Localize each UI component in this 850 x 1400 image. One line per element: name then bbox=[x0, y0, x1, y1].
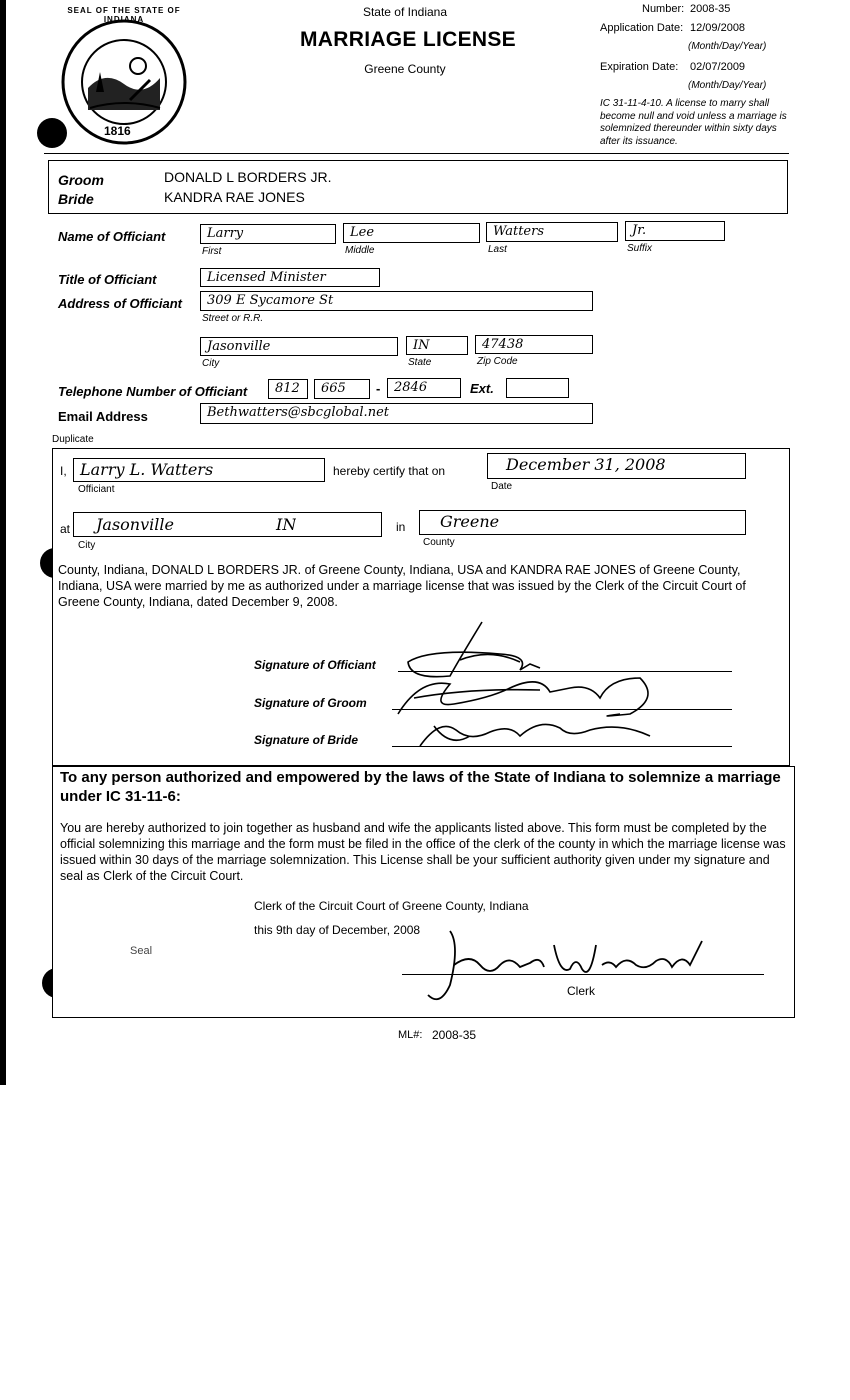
last-label: Last bbox=[488, 244, 507, 255]
application-date: 12/09/2008 bbox=[690, 22, 746, 34]
middle-label: Middle bbox=[345, 245, 375, 256]
marriage-statement: County, Indiana, DONALD L BORDERS JR. of Greene County, Indiana, USA and KANDRA RAE JONES of Greene County, Indiana, USA were married by me as authorized under a marriage license that was issued by the Clerk of the Circuit Court of Greene County, Indiana, dated December 9, 2008. bbox=[58, 563, 746, 609]
signature-scribbles-icon bbox=[390, 618, 690, 758]
application-date-label: Application Date: bbox=[600, 22, 684, 34]
certificate-date-field[interactable]: December 31, 2008 bbox=[487, 453, 746, 479]
ext-label: Ext. bbox=[470, 381, 494, 396]
sig-groom-label: Signature of Groom bbox=[254, 696, 367, 710]
email-label: Email Address bbox=[58, 409, 148, 424]
certificate-state-value: IN bbox=[276, 515, 297, 534]
certificate-city-field[interactable] bbox=[73, 512, 382, 537]
license-number: 2008-35 bbox=[690, 3, 731, 15]
phone-dash: - bbox=[376, 381, 381, 396]
scan-edge bbox=[0, 0, 6, 1085]
phone-area-field[interactable]: 812 bbox=[268, 379, 308, 399]
duplicate-label: Duplicate bbox=[52, 434, 94, 445]
street-label: Street or R.R. bbox=[202, 313, 264, 324]
state-name: State of Indiana bbox=[362, 5, 448, 19]
phone-ext-field[interactable] bbox=[506, 378, 569, 398]
certificate-city-label: City bbox=[78, 540, 96, 551]
bride-name: KANDRA RAE JONES bbox=[164, 189, 305, 205]
county-name: Greene County bbox=[364, 62, 446, 76]
seal-year: 1816 bbox=[104, 124, 131, 138]
i-label: I, bbox=[60, 464, 67, 478]
clerk-court-line: Clerk of the Circuit Court of Greene County, Indiana bbox=[254, 899, 529, 913]
certificate-county-label: County bbox=[423, 537, 455, 548]
statute-note: IC 31-11-4-10. A license to marry shall become null and void unless a marriage is solemnized thereunder within sixty days after its issuance. bbox=[600, 98, 787, 147]
officiant-first-field[interactable]: Larry bbox=[200, 224, 336, 244]
expiration-date-label: Expiration Date: bbox=[600, 61, 679, 73]
first-label: First bbox=[202, 246, 222, 257]
state-label: State bbox=[408, 357, 432, 368]
email-field[interactable]: Bethwatters@sbcglobal.net bbox=[200, 403, 593, 424]
officiant-name-label: Name of Officiant bbox=[58, 229, 166, 244]
officiant-suffix-field[interactable]: Jr. bbox=[625, 221, 725, 241]
certificate-city-value: Jasonville bbox=[96, 515, 174, 534]
expiration-date-format: (Month/Day/Year) bbox=[688, 80, 767, 91]
officiant-state-field[interactable]: IN bbox=[406, 336, 468, 355]
groom-label: Groom bbox=[58, 172, 104, 188]
certificate-date-label: Date bbox=[491, 481, 513, 492]
clerk-label: Clerk bbox=[567, 984, 596, 998]
officiant-title-label: Title of Officiant bbox=[58, 272, 157, 287]
ml-number: 2008-35 bbox=[432, 1028, 477, 1042]
officiant-city-field[interactable]: Jasonville bbox=[200, 337, 398, 356]
page-title: MARRIAGE LICENSE bbox=[300, 28, 516, 51]
issue-date-line: this 9th day of December, 2008 bbox=[254, 923, 421, 937]
authorization-body: You are hereby authorized to join together as husband and wife the applicants listed above. This form must be completed by the official solemnizing this marriage and the form must be filed in the office of the clerk of the county in which the marriage license was issued within 30 days of the marriage solemnization. This License shall be your sufficient authority given under my signature and seal as Clerk of the Circuit Court. bbox=[60, 821, 786, 883]
sig-bride-label: Signature of Bride bbox=[254, 733, 359, 747]
officiant-middle-field[interactable]: Lee bbox=[343, 223, 480, 243]
city-label: City bbox=[202, 358, 220, 369]
officiant-title-field[interactable]: Licensed Minister bbox=[200, 268, 380, 287]
ml-label: ML#: bbox=[398, 1029, 423, 1041]
expiration-date: 02/07/2009 bbox=[690, 61, 746, 73]
sig-officiant-label: Signature of Officiant bbox=[254, 658, 376, 672]
officiant-last-field[interactable]: Watters bbox=[486, 222, 618, 242]
number-label: Number: bbox=[642, 3, 685, 15]
phone-line-field[interactable]: 2846 bbox=[387, 378, 461, 398]
bride-label: Bride bbox=[58, 191, 94, 207]
authorization-heading: To any person authorized and empowered by the laws of the State of Indiana to solemnize a marriage under IC 31-11-6: bbox=[60, 769, 781, 805]
groom-name: DONALD L BORDERS JR. bbox=[164, 169, 332, 185]
zip-label: Zip Code bbox=[477, 356, 518, 367]
phone-prefix-field[interactable]: 665 bbox=[314, 379, 370, 399]
officiant-phone-label: Telephone Number of Officiant bbox=[58, 384, 248, 399]
seal-label: Seal bbox=[130, 945, 153, 957]
officiant-zip-field[interactable]: 47438 bbox=[475, 335, 593, 354]
suffix-label: Suffix bbox=[627, 243, 653, 254]
certify-text: hereby certify that on bbox=[333, 464, 446, 478]
certificate-county-field[interactable]: Greene bbox=[419, 510, 746, 535]
in-label: in bbox=[396, 520, 406, 534]
officiant-address-label: Address of Officiant bbox=[58, 296, 183, 311]
application-date-format: (Month/Day/Year) bbox=[688, 41, 767, 52]
parties-box bbox=[48, 160, 788, 214]
officiant-street-field[interactable]: 309 E Sycamore St bbox=[200, 291, 593, 311]
header-rule bbox=[44, 153, 789, 154]
seal-text: SEAL OF THE STATE OF INDIANA bbox=[67, 6, 181, 24]
certificate-officiant-field[interactable]: Larry L. Watters bbox=[73, 458, 325, 482]
at-label: at bbox=[60, 522, 71, 536]
certificate-officiant-label: Officiant bbox=[78, 484, 115, 495]
